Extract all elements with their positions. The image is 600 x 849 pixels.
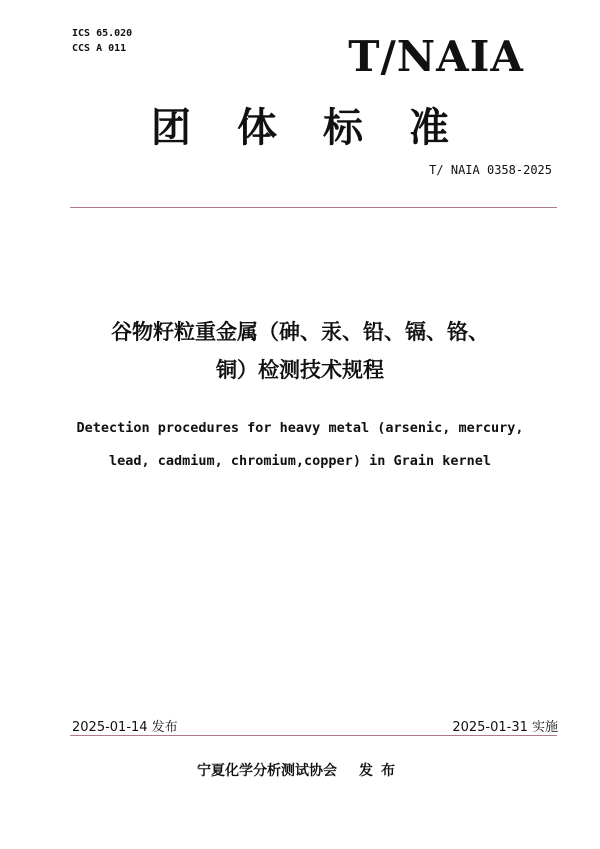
issue-date: 2025-01-14 发布: [72, 720, 178, 735]
title-english-line-2: lead, cadmium, chromium,copper) in Grain kernel: [108, 453, 491, 469]
title-chinese-line-1: 谷物籽粒重金属（砷、汞、铅、镉、铬、: [111, 320, 489, 344]
ics-code: ICS 65.020: [72, 28, 133, 39]
issuer-name: 宁夏化学分析测试协会: [197, 763, 337, 779]
publish-label: 发布: [359, 763, 403, 779]
implementation-date: 2025-01-31 实施: [452, 720, 558, 735]
document-type: 团体标准: [151, 105, 495, 151]
title-chinese-line-2: 铜）检测技术规程: [216, 358, 384, 382]
ccs-code: CCS A 011: [72, 43, 127, 54]
bottom-divider: [70, 735, 557, 736]
standard-brand: T/NAIA: [348, 32, 524, 81]
publisher-line: [0, 760, 600, 780]
document-number: T/ NAIA 0358-2025: [429, 163, 552, 177]
title-english-line-1: Detection procedures for heavy metal (arsenic, mercury,: [76, 420, 524, 436]
top-divider: [70, 207, 557, 208]
